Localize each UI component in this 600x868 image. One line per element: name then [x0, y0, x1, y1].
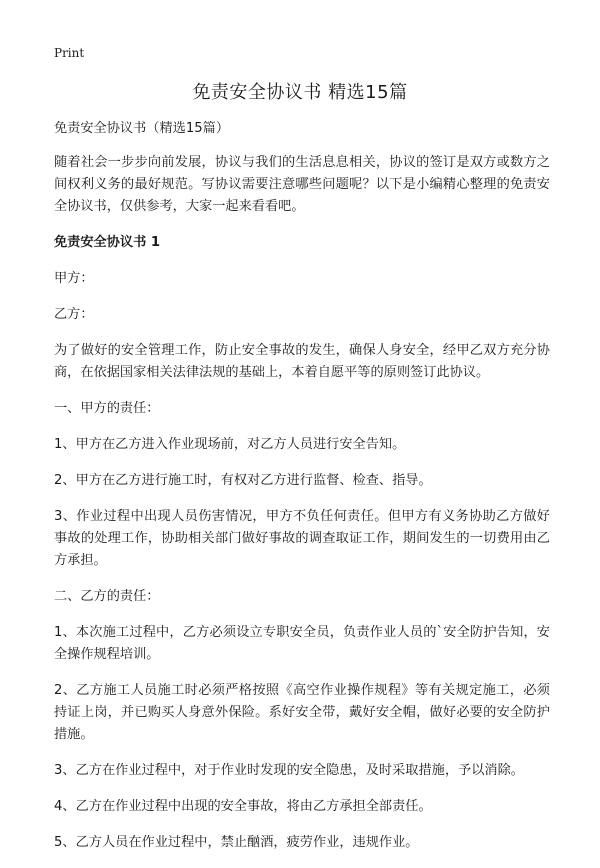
- party-a-item: 3、作业过程中出现人员伤害情况，甲方不负任何责任。但甲方有义务协助乙方做好事故的处理工作，协助相关部门做好事故的调查取证工作，期间发生的一切费用由乙方承担。: [54, 509, 550, 568]
- party-b-item: 4、乙方在作业过程中出现的安全事故，将由乙方承担全部责任。: [54, 799, 432, 814]
- party-b-item: 2、乙方施工人员施工时必须严格按照《高空作业操作规程》等有关规定施工，必须持证上岗，并已购买人身意外保险。系好安全带，戴好安全帽，做好必要的安全防护措施。: [54, 683, 550, 742]
- party-a-item: 2、甲方在乙方进行施工时，有权对乙方进行监督、检查、指导。: [54, 473, 432, 488]
- print-link[interactable]: Print: [54, 46, 85, 60]
- party-b-item: 1、本次施工过程中，乙方必须设立专职安全员，负责作业人员的`安全防护告知，安全操作规程培训。: [54, 625, 550, 662]
- intro-paragraph: 随着社会一步步向前发展，协议与我们的生活息息相关，协议的签订是双方或数方之间权利义务的最好规范。写协议需要注意哪些问题呢？以下是小编精心整理的免责安全协议书，仅供参考，大家一起来看看吧。: [54, 155, 550, 214]
- party-a-heading: 一、甲方的责任：: [54, 401, 160, 416]
- preamble-paragraph: 为了做好的安全管理工作，防止安全事故的发生，确保人身安全，经甲乙双方充分协商，在依据国家相关法律法规的基础上，本着自愿平等的原则签订此协议。: [54, 343, 550, 380]
- party-b-item: 3、乙方在作业过程中，对于作业时发现的安全隐患，及时采取措施，予以消除。: [54, 763, 524, 778]
- page-title: 免责安全协议书 精选15篇: [192, 82, 408, 103]
- party-b-heading: 二、乙方的责任：: [54, 589, 160, 604]
- party-b-item: 5、乙方人员在作业过程中，禁止酗酒，疲劳作业，违规作业。: [54, 835, 419, 850]
- party-a-line: 甲方：: [54, 271, 94, 286]
- document-body: [54, 118, 550, 868]
- party-b-line: 乙方：: [54, 307, 94, 322]
- section-heading: 免责安全协议书 1: [54, 235, 161, 250]
- document-subtitle: 免责安全协议书（精选15篇）: [54, 121, 230, 136]
- party-a-item: 1、甲方在乙方进入作业现场前，对乙方人员进行安全告知。: [54, 437, 406, 452]
